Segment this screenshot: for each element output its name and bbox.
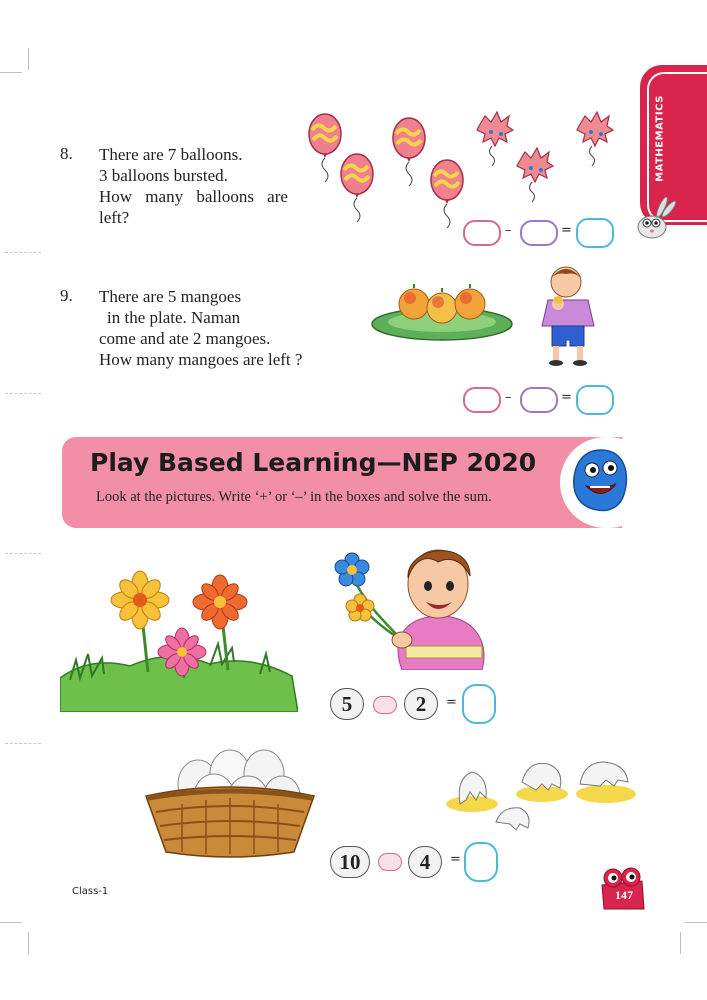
question-line: in the plate. Naman — [107, 308, 241, 327]
number-circle: 10 — [330, 846, 370, 878]
answer-box[interactable] — [462, 684, 496, 724]
question-number: 9. — [60, 286, 73, 305]
crop-mark — [680, 932, 681, 954]
flowers-illustration — [60, 570, 298, 712]
answer-box[interactable] — [520, 387, 558, 413]
banner-title: Play Based Learning—NEP 2020 — [90, 448, 537, 477]
margin-dash — [5, 393, 41, 394]
play-learning-banner — [62, 437, 622, 528]
answer-box[interactable] — [463, 387, 501, 413]
question-line: left? — [99, 208, 130, 227]
number-circle: 4 — [408, 846, 442, 878]
minus-sign: – — [505, 223, 512, 238]
equals-sign: = — [561, 390, 572, 405]
bunny-mascot-image — [632, 195, 680, 243]
answer-box[interactable] — [576, 385, 614, 415]
question-line: There are 5 mangoes — [99, 287, 242, 306]
balloons-illustration — [295, 102, 635, 230]
minus-sign: – — [505, 390, 512, 405]
crop-mark — [28, 932, 29, 954]
answer-box[interactable] — [463, 220, 501, 246]
subject-label: MATHEMATICS — [654, 95, 666, 182]
equals-sign: = — [450, 852, 461, 867]
question-text — [99, 286, 339, 370]
boy-eating-illustration — [536, 262, 602, 368]
answer-box[interactable] — [576, 218, 614, 248]
crop-mark — [685, 922, 707, 923]
operator-box[interactable] — [373, 696, 397, 714]
answer-box[interactable] — [520, 220, 558, 246]
egg-basket-illustration — [142, 738, 318, 860]
operator-box[interactable] — [378, 853, 402, 871]
blue-monster-mascot-image — [568, 446, 634, 516]
question-line: There are 7 balloons. — [99, 145, 243, 164]
question-line: How many balloons are — [99, 187, 288, 206]
question-line: come and ate 2 mangoes. — [99, 329, 271, 348]
crop-mark — [28, 48, 29, 70]
question-number: 8. — [60, 144, 73, 163]
equals-sign: = — [561, 223, 572, 238]
mango-plate-illustration — [368, 278, 516, 348]
question-line: 3 balloons bursted. — [99, 166, 228, 185]
boy-with-flowers-illustration — [330, 542, 498, 670]
answer-box[interactable] — [464, 842, 498, 882]
margin-dash — [5, 553, 41, 554]
page-number: 147 — [615, 888, 633, 902]
crop-mark — [0, 72, 22, 73]
number-circle: 2 — [404, 688, 438, 720]
margin-dash — [5, 743, 41, 744]
broken-eggs-illustration — [436, 758, 642, 842]
question-line: How many mangoes are left ? — [99, 350, 303, 369]
number-circle: 5 — [330, 688, 364, 720]
crop-mark — [0, 922, 22, 923]
margin-dash — [5, 252, 41, 253]
class-label: Class-1 — [72, 886, 109, 897]
banner-instruction: Look at the pictures. Write ‘+’ or ‘–’ in the boxes and solve the sum. — [96, 489, 492, 505]
equals-sign: = — [446, 695, 457, 710]
question-text — [99, 144, 299, 228]
